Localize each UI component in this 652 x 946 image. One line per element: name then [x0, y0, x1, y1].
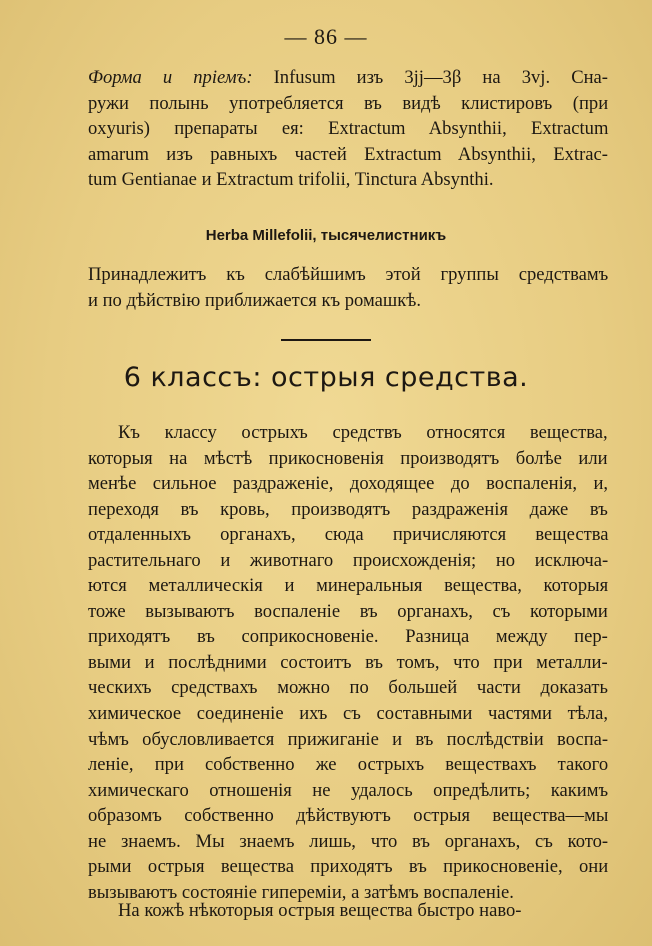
text-line: На кожѣ нѣкоторыя острыя вещества быстро наво-	[118, 900, 522, 921]
text-line: менѣе сильное раздраженіе, доходящее до воспаленія, и,	[88, 473, 609, 495]
text-line-rest: Infusum изъ 3jj—3β на 3vj. Сна-	[252, 67, 608, 88]
text-line	[88, 65, 608, 91]
text-line: и по дѣйствію приближается къ ромашкѣ.	[88, 289, 421, 311]
text-line: которыя на мѣстѣ прикосновенія производятъ болѣе или	[88, 447, 608, 469]
paragraph-millefolium	[88, 262, 608, 313]
paragraph-acrid-remedies	[88, 420, 608, 905]
text-line: tum Gentianae и Extractum trifolii, Tinctura Absynthi.	[88, 169, 494, 190]
section-heading: Herba Millefolii, тысячелистникъ	[205, 227, 447, 244]
text-line: леніе, при собственно же острыхъ веществахъ такого	[88, 754, 609, 776]
page-number: — 86 —	[284, 24, 368, 49]
paragraph-label: Форма и пріемъ:	[88, 67, 253, 88]
paragraph-skin-effects	[88, 898, 608, 924]
horizontal-divider	[281, 339, 371, 341]
chapter-title: 6 классъ: острыя средства.	[123, 362, 529, 393]
text-line: образомъ собственно дѣйствуютъ острыя вещества—мы	[88, 805, 609, 827]
text-line: переходя въ кровь, производятъ раздраженія даже въ	[88, 498, 608, 520]
text-line: приходятъ въ соприкосновеніе. Разница между пер-	[88, 626, 608, 648]
text-line: выми и послѣдними состоитъ въ томъ, что при металли-	[88, 651, 608, 673]
paragraph-form-and-dosage	[88, 65, 608, 193]
text-line: ются металлическія и минеральныя вещества, которыя	[88, 575, 609, 597]
text-line: Къ классу острыхъ средствъ относятся вещества,	[118, 422, 608, 443]
text-line: чѣмъ обусловливается прижиганіе и въ послѣдствіи воспа-	[88, 728, 609, 750]
text-line: химическаго отношенія не удалось опредѣлить; какимъ	[88, 779, 609, 801]
text-line: amarum изъ равныхъ частей Extractum Absynthii, Extrac-	[88, 143, 608, 165]
text-line: Принадлежитъ къ слабѣйшимъ этой группы средствамъ	[88, 264, 609, 285]
text-line: отдаленныхъ органахъ, сюда причисляются вещества	[88, 524, 609, 546]
text-line: oxyuris) препараты ея: Extractum Absynthii, Extractum	[88, 118, 609, 139]
text-line: растительнаго и животнаго происхожденія; но исключа-	[88, 549, 609, 571]
text-line: тоже вызываютъ воспаленіе въ органахъ, съ которыми	[88, 600, 608, 622]
text-line: не знаемъ. Мы знаемъ лишь, что въ органахъ, съ кото-	[88, 830, 609, 852]
text-line: рыми острыя вещества приходятъ въ прикосновеніе, они	[88, 856, 609, 878]
text-line: вызываютъ состояніе гипереміи, а затѣмъ воспаленіе.	[88, 881, 514, 903]
text-line: ческихъ средствахъ можно по большей части доказать	[88, 677, 608, 699]
text-line: ружи полынь употребляется въ видѣ клистировъ (при	[88, 92, 609, 114]
text-line: химическое соединеніе ихъ съ составными частями тѣла,	[88, 703, 609, 725]
